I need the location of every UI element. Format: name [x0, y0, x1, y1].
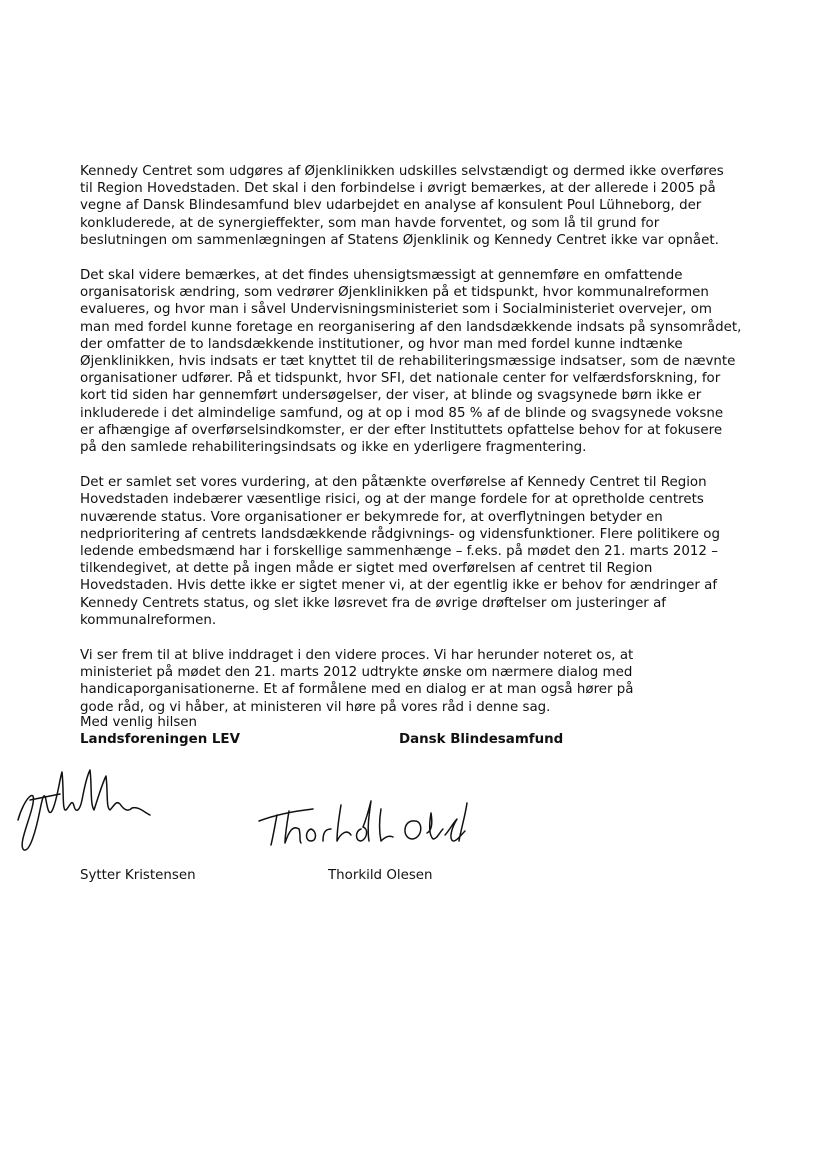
text-line: kommunalreformen. — [80, 612, 217, 628]
text-line: Det skal videre bemærkes, at det findes uhensigtsmæssigt at gennemføre en omfattende — [80, 268, 683, 284]
text-line: kort tid siden har gennemført undersøgelser, der viser, at blinde og svagsynede børn ikke er — [80, 388, 702, 404]
text-line: Øjenklinikken, hvis indsats er tæt knyttet til de rehabiliteringsmæssige indsatser, som de nævnte — [80, 354, 736, 370]
paragraph-2 — [80, 267, 770, 456]
text-line: ledende embedsmænd har i forskellige sammenhænge – f.eks. på mødet den 21. marts 2012 – — [80, 544, 718, 560]
text-line: inkluderede i det almindelige samfund, og at op i mod 85 % af de blinde og svagsynede voksne — [80, 405, 724, 421]
signer-name-left: Sytter Kristensen — [80, 868, 196, 883]
signature-left — [10, 760, 160, 855]
text-line: ministeriet på mødet den 21. marts 2012 udtrykte ønske om nærmere dialog med — [80, 665, 633, 681]
signer-name-right: Thorkild Olesen — [328, 868, 433, 883]
text-line: nuværende status. Vore organisationer er bekymrede for, at overflytningen betyder en — [80, 509, 663, 525]
text-line: beslutningen om sammenlægningen af Statens Øjenklinik og Kennedy Centret ikke var opnået. — [80, 232, 719, 248]
text-line: konkluderede, at de synergieffekter, som man havde forventet, og som lå til grund for — [80, 215, 660, 231]
text-line: er afhængige af overførselsindkomster, er der efter Instituttets opfattelse behov for at fokusere — [80, 422, 723, 438]
text-line: organisatorisk ændring, som vedrører Øjenklinikken på et tidspunkt, hvor kommunalreformen — [80, 285, 709, 301]
text-line: nedprioritering af centrets landsdækkende rådgivnings- og vidensfunktioner. Flere politikere og — [80, 526, 720, 542]
text-line: evalueres, og hvor man i såvel Undervisningsministeriet som i Socialministeriet overvejer, om — [80, 302, 712, 318]
text-line: handicaporganisationerne. Et af formålene med en dialog er at man også hører på — [80, 682, 634, 698]
text-line: man med fordel kunne foretage en reorganisering af den landsdækkende indsats på synsområdet, — [80, 319, 742, 335]
text-line: Kennedy Centrets status, og slet ikke løsrevet fra de øvrige drøftelser om justeringer af — [80, 595, 666, 611]
text-line: tilkendegivet, at dette på ingen måde er sigtet med overførelsen af centret til Region — [80, 561, 653, 577]
text-line: organisationer udfører. På et tidspunkt, hvor SFI, det nationale center for velfærdsforskning, for — [80, 371, 721, 387]
paragraph-3 — [80, 474, 770, 629]
text-line: Hovedstaden indebærer væsentlige risici, og at der mange fordele for at opretholde centrets — [80, 492, 704, 508]
organization-right: Dansk Blindesamfund — [399, 732, 564, 747]
paragraph-1 — [80, 163, 770, 249]
paragraph-4 — [80, 647, 770, 716]
text-line: vegne af Dansk Blindesamfund blev udarbejdet en analyse af konsulent Poul Lühneborg, der — [80, 198, 702, 214]
text-line: der omfatter de to landsdækkende institutioner, og hvor man med fordel kunne indtænke — [80, 336, 683, 352]
text-line: Hovedstaden. Hvis dette ikke er sigtet mener vi, at der egentlig ikke er behov for ændringer af — [80, 578, 718, 594]
letter-body — [80, 163, 770, 734]
closing-greeting: Med venlig hilsen — [80, 715, 198, 730]
text-line: gode råd, og vi håber, at ministeren vil høre på vores råd i denne sag. — [80, 699, 551, 715]
organization-left: Landsforeningen LEV — [80, 732, 240, 747]
signature-right — [255, 795, 480, 850]
text-line: på den samlede rehabiliteringsindsats og ikke en yderligere fragmentering. — [80, 440, 587, 456]
text-line: Det er samlet set vores vurdering, at den påtænkte overførelse af Kennedy Centret til Region — [80, 475, 707, 491]
text-line: til Region Hovedstaden. Det skal i den forbindelse i øvrigt bemærkes, at der allerede i 2005 på — [80, 181, 716, 197]
text-line: Vi ser frem til at blive inddraget i den videre proces. Vi har herunder noteret os, at — [80, 648, 634, 664]
text-line: Kennedy Centret som udgøres af Øjenklinikken udskilles selvstændigt og dermed ikke overføres — [80, 164, 724, 179]
